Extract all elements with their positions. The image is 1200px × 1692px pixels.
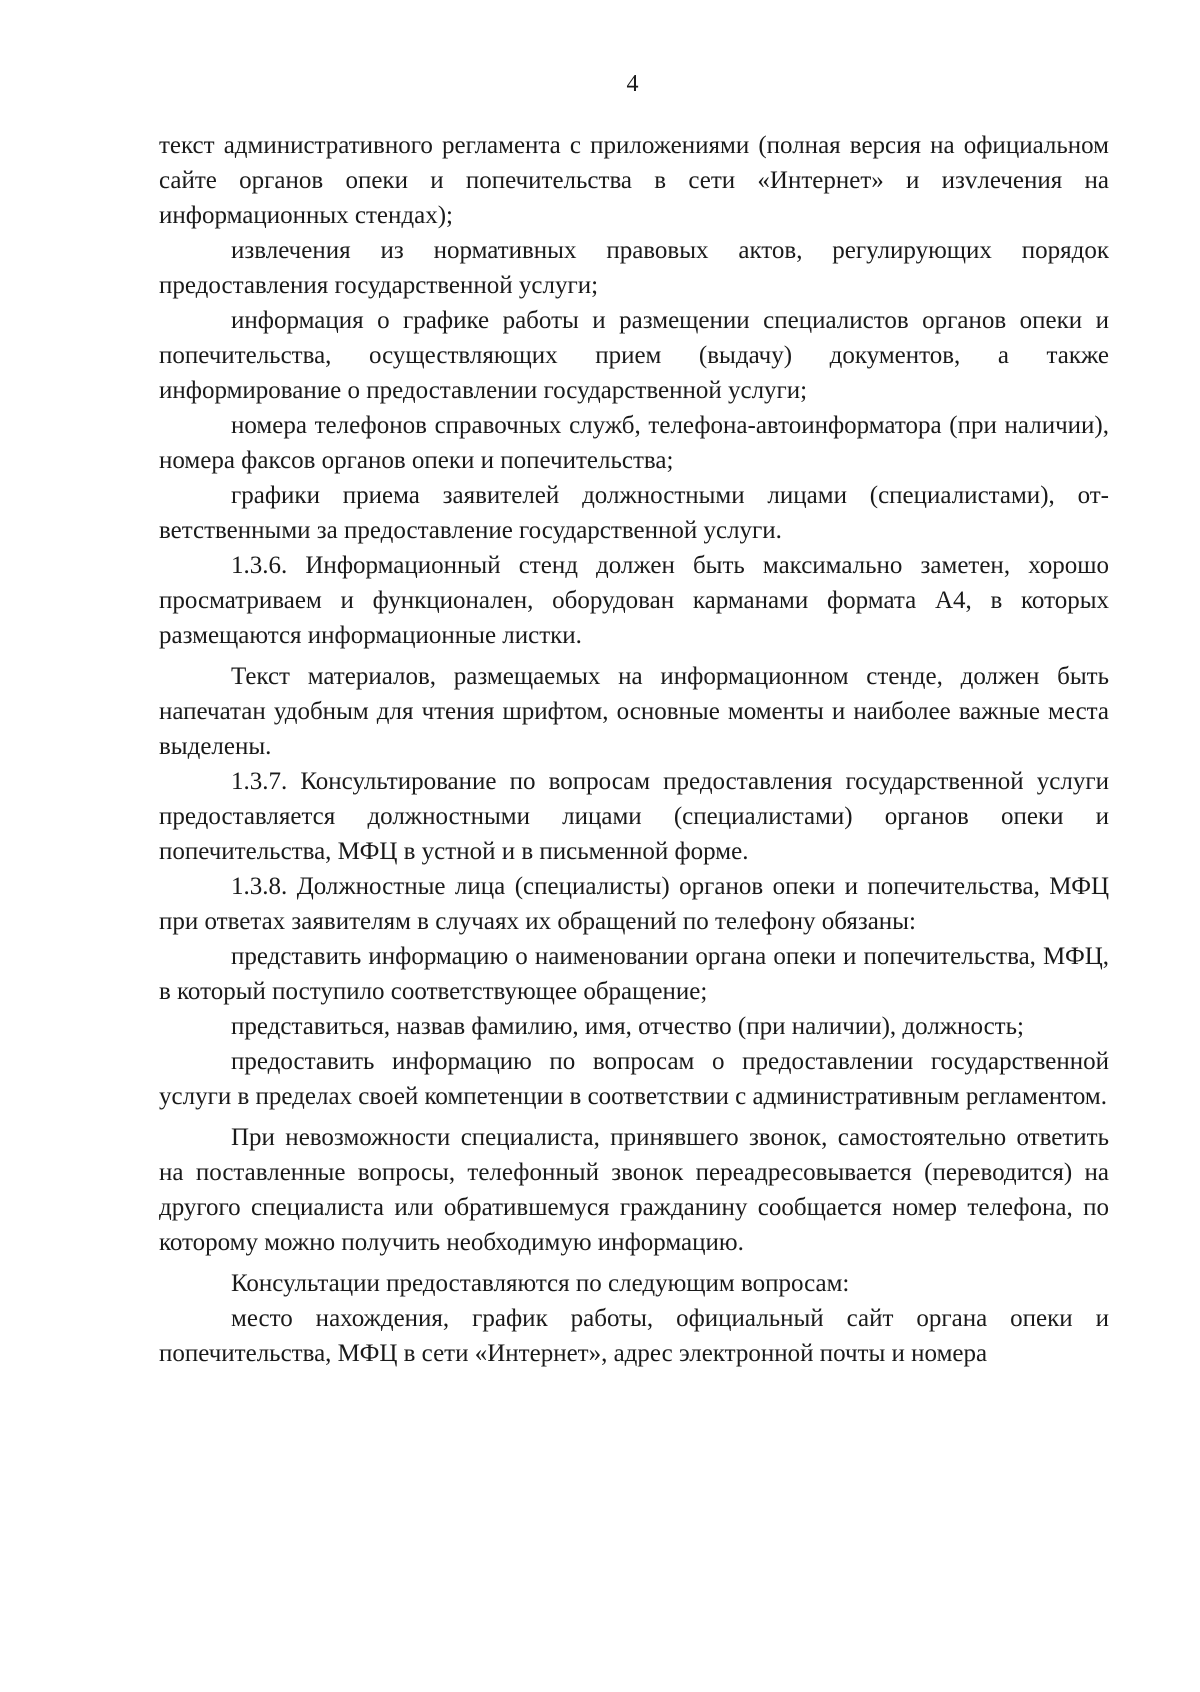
paragraph-13: При невозможности специалиста, принявшего звонок, самостоятельно ответить на поставленные вопросы, телефонный звонок переадресовывается (переводится) на другого специалиста или обратившемуся гражданину сообщается номер телефона, по которому можно получить необходимую информацию. — [159, 1124, 1109, 1256]
paragraph-4: номера телефонов справочных служб, телефона-автоинформатора (при наличии), номера факсов органов опеки и попечительства; — [159, 412, 1109, 474]
paragraph-10: представить информацию о наименовании органа опеки и попечительства, МФЦ, в который поступило соответствующее обращение; — [159, 943, 1109, 1005]
paragraph-14: Консультации предоставляются по следующим вопросам: — [231, 1270, 850, 1297]
paragraph-15: место нахождения, график работы, официальный сайт органа опеки и попечительства, МФЦ в сети «Интернет», адрес электронной почты и номера — [159, 1305, 1109, 1367]
paragraph-6: 1.3.6. Информационный стенд должен быть максимально заметен, хорошо просматриваем и функционален, оборудован карманами формата А4, в которых размещаются информационные листки. — [159, 552, 1109, 649]
document-body — [159, 128, 1109, 1371]
paragraph-8: 1.3.7. Консультирование по вопросам предоставления государственной услуги предоставляется должностными лицами (специалистами) органов опеки и попечительства, МФЦ в устной и в письменной форме. — [159, 768, 1109, 865]
paragraph-9: 1.3.8. Должностные лица (специалисты) органов опеки и попечительства, МФЦ при ответах заявителям в случаях их обращений по телефону обязаны: — [159, 873, 1109, 935]
paragraph-11: представиться, назвав фамилию, имя, отчество (при наличии), должность; — [231, 1013, 1024, 1040]
paragraph-3: информация о графике работы и размещении специалистов органов опеки и попечительства, осуществляющих прием (выдачу) документов, а также информирование о предоставлении государственной услуги; — [159, 307, 1109, 404]
paragraph-7: Текст материалов, размещаемых на информационном стенде, должен быть напечатан удобным для чтения шрифтом, основные моменты и наиболее важные места выделены. — [159, 663, 1109, 760]
paragraph-5: графики приема заявителей должностными лицами (специалистами), ответственными за предоставление государственной услуги. — [159, 482, 1109, 544]
paragraph-12: предоставить информацию по вопросам о предоставлении государственной услуги в пределах своей компетенции в соответствии с административным регламентом. — [159, 1048, 1109, 1110]
paragraph-1: текст административного регламента с приложениями (полная версия на официальном сайте органов опеки и попечительства в сети «Интернет» и изvлечения на информационных стендах); — [159, 132, 1109, 229]
page-number: 4 — [626, 71, 639, 97]
paragraph-2: извлечения из нормативных правовых актов, регулирующих порядок предоставления государственной услуги; — [159, 237, 1109, 299]
